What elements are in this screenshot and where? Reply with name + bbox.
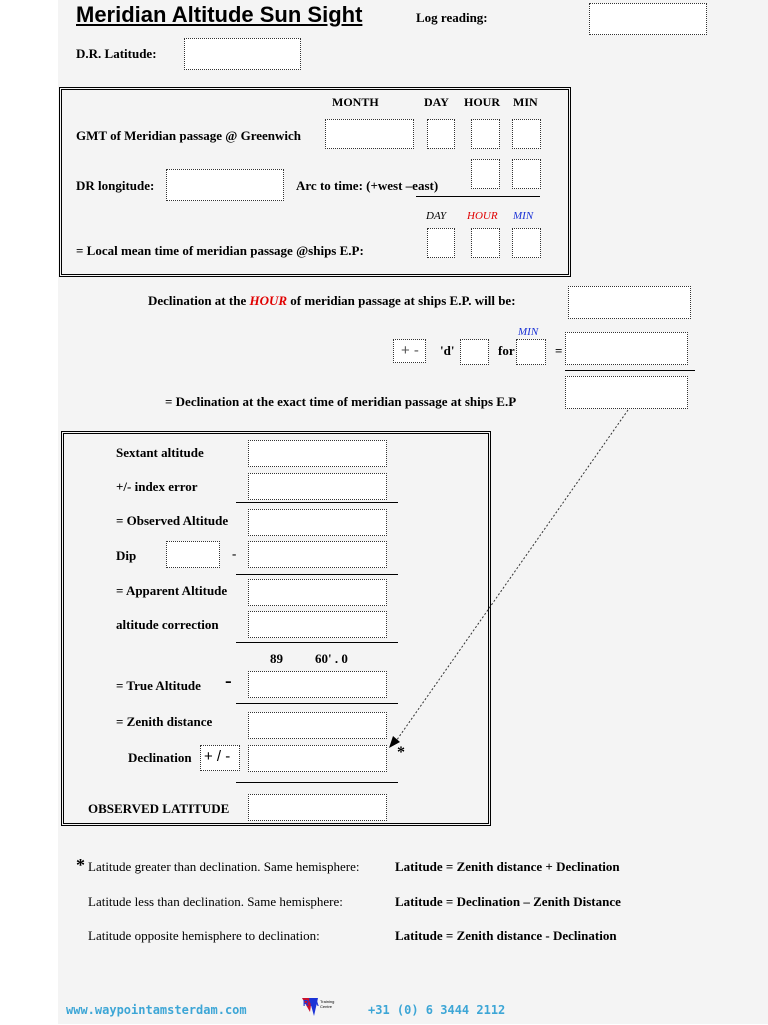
logo-text-bottom: Centre — [320, 1004, 333, 1009]
note-asterisk: * — [76, 855, 85, 875]
declination-hour-line: Declination at the HOUR of meridian passage at ships E.P. will be: — [148, 293, 516, 308]
zenith-distance-label: = Zenith distance — [116, 714, 213, 729]
apparent-altitude-label: = Apparent Altitude — [116, 583, 228, 598]
ninety-degrees: 89 — [270, 651, 283, 666]
note-2-condition: Latitude less than declination. Same hemisphere: — [88, 894, 343, 909]
dip-minus-sign: - — [232, 546, 237, 561]
dr-latitude-label: D.R. Latitude: — [76, 46, 157, 61]
observed-latitude-label: OBSERVED LATITUDE — [88, 801, 230, 816]
lmt-label: = Local mean time of meridian passage @ships E.P: — [76, 243, 364, 258]
observed-altitude-label: = Observed Altitude — [116, 513, 229, 528]
equals-sign: = — [555, 343, 563, 358]
ninety-minutes: 60' . 0 — [315, 651, 348, 666]
note-3-rule: Latitude = Zenith distance - Declination — [395, 928, 617, 943]
note-1-condition: Latitude greater than declination. Same hemisphere: — [88, 859, 360, 874]
sub-min-label: MIN — [513, 210, 534, 222]
declination-sign-symbol: + / - — [204, 748, 231, 765]
declination-asterisk: * — [397, 744, 405, 761]
arc-to-time-label: Arc to time: (+west –east) — [296, 178, 439, 193]
gmt-label: GMT of Meridian passage @ Greenwich — [76, 128, 302, 143]
footer-phone: +31 (0) 6 3444 2112 — [368, 1003, 506, 1017]
rya-logo-icon — [300, 994, 340, 1020]
footer-website-link[interactable]: www.waypointamsterdam.com — [66, 1003, 247, 1017]
dip-label: Dip — [116, 548, 137, 563]
declination-exact-label: = Declination at the exact time of meridian passage at ships E.P — [165, 394, 517, 409]
col-min-header: MIN — [513, 95, 538, 109]
col-month-header: MONTH — [332, 95, 379, 109]
declination-label: Declination — [128, 750, 192, 765]
col-hour-header: HOUR — [464, 95, 500, 109]
d-label: 'd' — [440, 343, 455, 358]
dr-longitude-label: DR longitude: — [76, 178, 155, 193]
for-label: for — [498, 343, 515, 358]
note-1-rule: Latitude = Zenith distance + Declination — [395, 859, 620, 874]
altitude-correction-label: altitude correction — [116, 617, 219, 632]
true-altitude-label: = True Altitude — [116, 678, 201, 693]
index-error-label: +/- index error — [116, 479, 198, 494]
svg-text:RYA: RYA — [303, 999, 319, 1008]
log-reading-label: Log reading: — [416, 10, 488, 25]
note-2-rule: Latitude = Declination – Zenith Distance — [395, 894, 621, 909]
sub-day-label: DAY — [426, 210, 447, 222]
plus-minus-symbol: + - — [401, 342, 419, 359]
logo-text-top: Training — [320, 999, 335, 1004]
col-day-header: DAY — [424, 95, 449, 109]
sub-hour-label: HOUR — [467, 210, 498, 222]
page-title: Meridian Altitude Sun Sight — [76, 2, 363, 27]
dec-min-label: MIN — [518, 326, 539, 338]
sextant-altitude-label: Sextant altitude — [116, 445, 204, 460]
note-3-condition: Latitude opposite hemisphere to declination: — [88, 928, 320, 943]
true-altitude-minus: - — [225, 670, 232, 692]
